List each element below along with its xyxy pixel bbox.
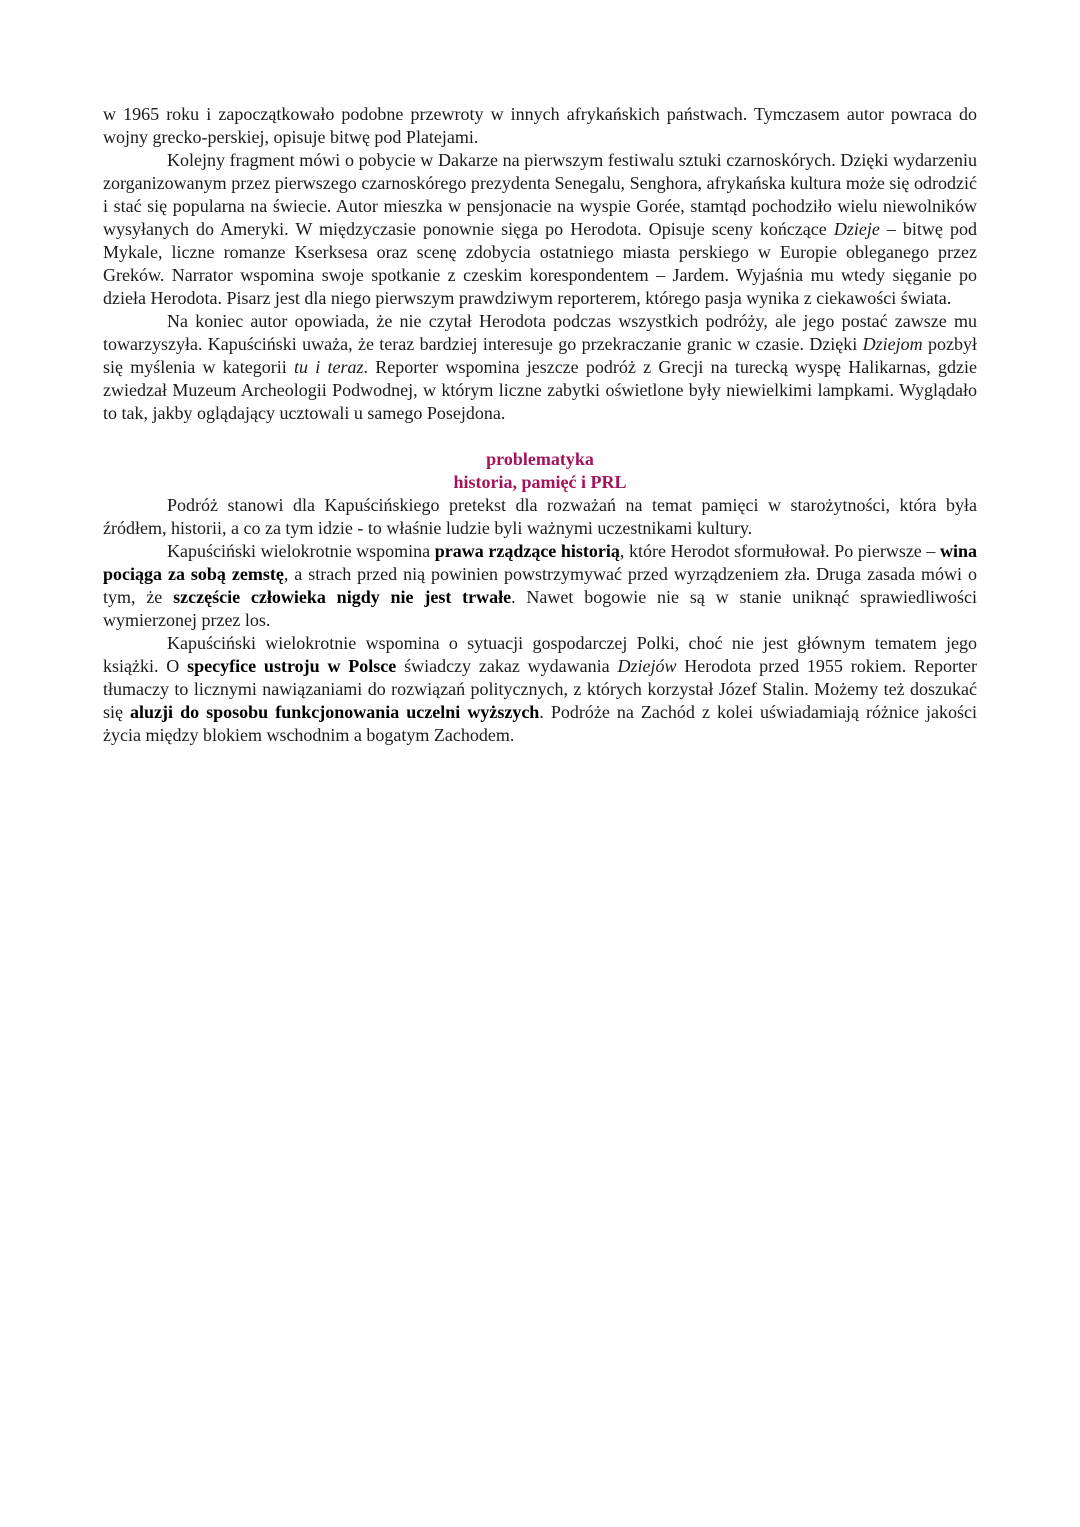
text-run: pozbył się myślenia w kategorii (103, 334, 977, 377)
paragraph-dakar (103, 149, 977, 310)
bold-phrase: szczęście człowieka nigdy nie jest trwałe (173, 587, 512, 607)
paragraph-continuation: w 1965 roku i zapoczątkowało podobne przewroty w innych afrykańskich państwach. Tymczasem autor powraca do wojny grecko-perskiej, opisuje bitwę pod Platejami. (103, 104, 977, 147)
document-page (103, 103, 977, 747)
text-run: świadczy zakaz wydawania (396, 656, 618, 676)
section-headings (103, 448, 977, 494)
paragraph-laws (103, 540, 977, 632)
bold-phrase: prawa rządzące historią (434, 541, 620, 561)
section-subheading: historia, pamięć i PRL (453, 472, 627, 492)
bold-phrase: aluzji do sposobu funkcjonowania uczelni wyższych (130, 702, 540, 722)
text-run: Na koniec autor opowiada, że nie czytał Herodota podczas wszystkich podróży, ale jego postać zawsze mu towarzyszyła. Kapuściński uważa, że teraz bardziej interesuje go przekraczanie granic w czasie. Dzięki (103, 311, 977, 354)
bold-phrase: wina pociąga za sobą zemstę (103, 541, 977, 584)
paragraph-ending (103, 310, 977, 425)
paragraph-memory: Podróż stanowi dla Kapuścińskiego pretekst dla rozważań na temat pamięci w starożytności, która była źródłem, historii, a co za tym idzie - to właśnie ludzie byli ważnymi uczestnikami kultury. (103, 495, 977, 538)
italic-title: Dziejom (862, 334, 923, 354)
paragraph-economy (103, 632, 977, 747)
italic-title: Dziejów (617, 656, 677, 676)
text-run: Kolejny fragment mówi o pobycie w Dakarze na pierwszym festiwalu sztuki czarnoskórych. Dzięki wydarzeniu zorganizowanym przez pierwszego czarnoskórego prezydenta Senegalu, Senghora, afrykańska kultura może się odrodzić i stać się popularna na świecie. Autor mieszka w pensjonacie na wyspie Gorée, stamtąd pochodziło wielu niewolników wysyłanych do Ameryki. W międzyczasie ponownie sięga po Herodota. Opisuje sceny kończące (103, 150, 977, 239)
text-run: . Nawet bogowie nie są w stanie uniknąć sprawiedliwości wymierzonej przez los. (103, 587, 978, 630)
italic-title: Dzieje (833, 219, 880, 239)
section-heading: problematyka (486, 449, 594, 469)
text-run: Kapuściński wielokrotnie wspomina o sytuacji gospodarczej Polki, choć nie jest głównym tematem jego książki. O (103, 633, 977, 676)
text-run: Herodota przed 1955 rokiem. Reporter tłumaczy to licznymi nawiązaniami do rozwiązań politycznych, z których korzystał Józef Stalin. Możemy też doszukać się (103, 656, 978, 722)
italic-phrase: tu i teraz (293, 357, 364, 377)
text-run: , a strach przed nią powinien powstrzymywać przed wyrządzeniem zła. Druga zasada mówi o tym, że (103, 564, 977, 607)
text-run: Kapuściński wielokrotnie wspomina (167, 541, 435, 561)
text-run: – bitwę pod Mykale, liczne romanze Kserksesa oraz scenę zdobycia ostatniego miasta perskiego w Europie obleganego przez Greków. Narrator wspomina swoje spotkanie z czeskim korespondentem – Jardem. Wyjaśnia mu wtedy sięganie po dzieła Herodota. Pisarz jest dla niego pierwszym prawdziwym reporterem, którego pasja wynika z ciekawości świata. (103, 219, 977, 308)
bold-phrase: specyfice ustroju w Polsce (187, 656, 397, 676)
text-run: . Podróże na Zachód z kolei uświadamiają różnice jakości życia między blokiem wschodnim a bogatym Zachodem. (103, 702, 978, 745)
text-run: , które Herodot sformułował. Po pierwsze – (619, 541, 940, 561)
text-run: . Reporter wspomina jeszcze podróż z Grecji na turecką wyspę Halikarnas, gdzie zwiedzał Muzeum Archeologii Podwodnej, w którym liczne zabytki oświetlone były niewielkimi lampkami. Wyglądało to tak, jakby oglądający ucztowali u samego Posejdona. (103, 357, 977, 423)
